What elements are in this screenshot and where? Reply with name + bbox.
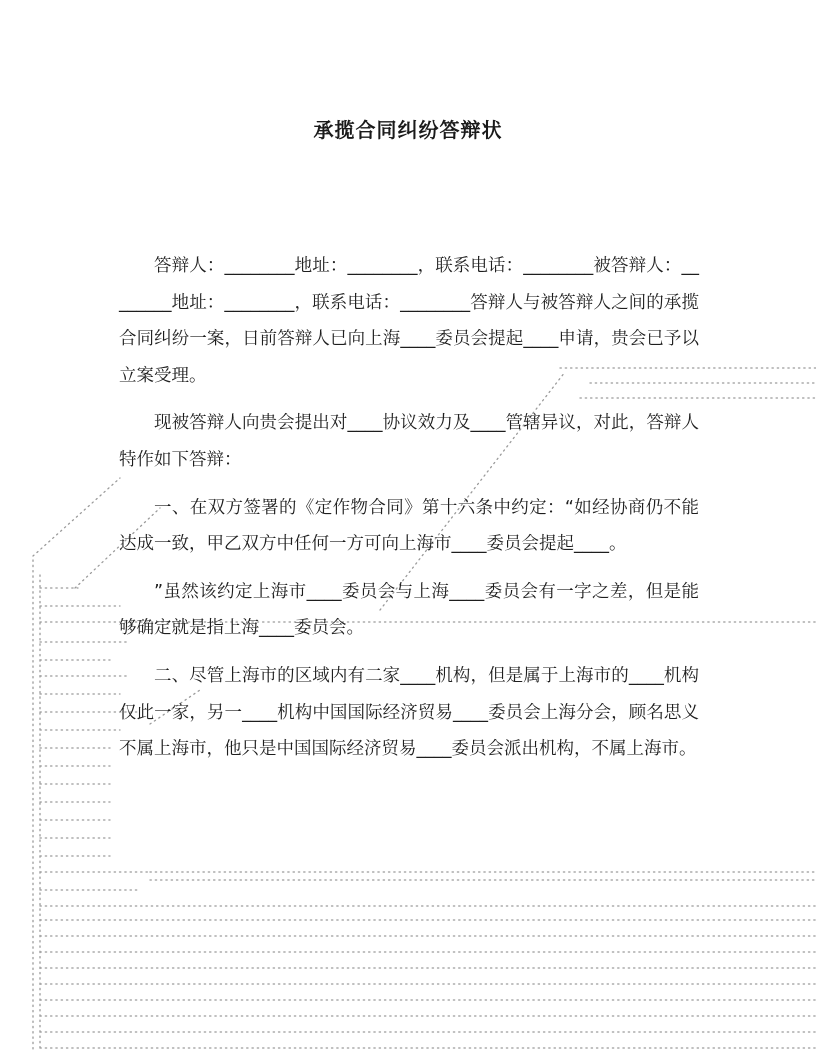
document-body — [119, 248, 699, 779]
paragraph-objection: 现被答辩人向贵会提出对____协议效力及____管辖异议，对此，答辩人特作如下答辩： — [119, 413, 699, 470]
document-title: 承揽合同纠纷答辩状 — [313, 118, 503, 142]
paragraph-parties: 答辩人：________地址：________，联系电话：________被答辩人：________地址：________，联系电话：________答辩人与被答辩人之间的承揽合同纠纷一案，日前答辩人已向上海____委员会提起____申请，贵会已予以立案受理。 — [119, 256, 699, 386]
paragraph-point-one: 一、在双方签署的《定作物合同》第十六条中约定：“如经协商仍不能达成一致，甲乙双方中任何一方可向上海市____委员会提起____。 — [119, 497, 699, 555]
paragraph-point-one-continued: ”虽然该约定上海市____委员会与上海____委员会有一字之差，但是能够确定就是指上海____委员会。 — [119, 581, 699, 639]
paragraph-point-two: 二、尽管上海市的区域内有二家____机构，但是属于上海市的____机构仅此一家，另一____机构中国国际经济贸易____委员会上海分会，顾名思义不属上海市，他只是中国国际经济贸易____委员会派出机构，不属上海市。 — [119, 665, 699, 760]
